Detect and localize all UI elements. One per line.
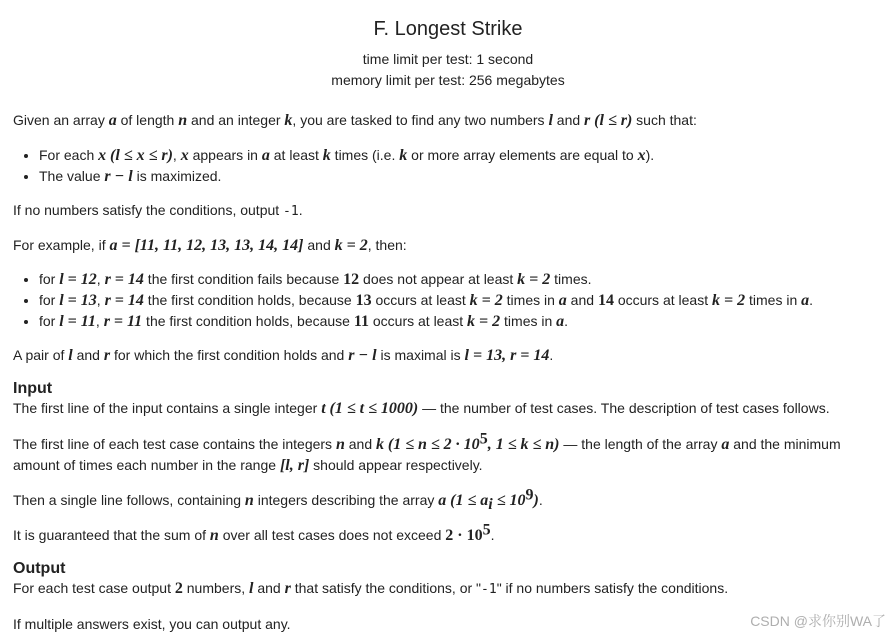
list-item: • for l = 11, r = 11 the first condition holds, because 11 occurs at least k = 2 times in a. [39,311,883,332]
output-paragraph-1: For each test case output 2 numbers, l and r that satisfy the conditions, or "-1" if no numbers satisfy the conditions. [13,580,729,597]
pair-paragraph: A pair of l and r for which the first condition holds and r − l is maximal is l = 13, r = 14. [13,347,554,364]
conditions-list [13,145,883,187]
list-item: • for l = 13, r = 14 the first condition holds, because 13 occurs at least k = 2 times in a and 14 occurs at least k = 2 times in a. [39,290,883,311]
output-heading: Output [13,560,66,577]
input-paragraph-2: The first line of each test case contains the integers n and k ($1 \le n \le 2 \cdot 10^5$, 1 ≤ k ≤ n) — the length of the array a and the minimum amount of times each number in the range [l, r] should appear respectively. [13,430,841,474]
example-list [13,269,883,332]
list-item: • For each x (l ≤ x ≤ r), x appears in a at least k times (i.e. k or more array elements are equal to x). [39,145,883,166]
intro-paragraph: Given an array a of length n and an integer k, you are tasked to find any two numbers l and r (l ≤ r) such that: [13,112,697,129]
input-heading: Input [13,380,53,397]
no-answer-paragraph: If no numbers satisfy the conditions, output -1. [13,202,303,219]
output-paragraph-2: If multiple answers exist, you can output any. [13,616,291,632]
watermark: CSDN @求你别WA了 [750,613,886,629]
list-item: • The value r − l is maximized. [39,166,883,187]
example-intro-paragraph: For example, if a = [11, 11, 12, 13, 13, 14, 14] and k = 2, then: [13,237,407,254]
input-paragraph-4: It is guaranteed that the sum of n over all test cases does not exceed $2 \cdot 10^5$. [13,521,495,544]
problem-statement [13,0,883,634]
list-item: • for l = 12, r = 14 the first condition fails because 12 does not appear at least k = 2 times. [39,269,883,290]
input-paragraph-1: The first line of the input contains a single integer t (1 ≤ t ≤ 1000) — the number of test cases. The description of test cases follows. [13,400,830,417]
input-paragraph-3: Then a single line follows, containing n integers describing the array a $(1 \le a_i \le 10^9)$. [13,486,543,513]
time-limit: time limit per test: 1 second [362,51,534,67]
memory-limit: memory limit per test: 256 megabytes [331,72,565,88]
problem-title: F. Longest Strike [373,18,523,40]
